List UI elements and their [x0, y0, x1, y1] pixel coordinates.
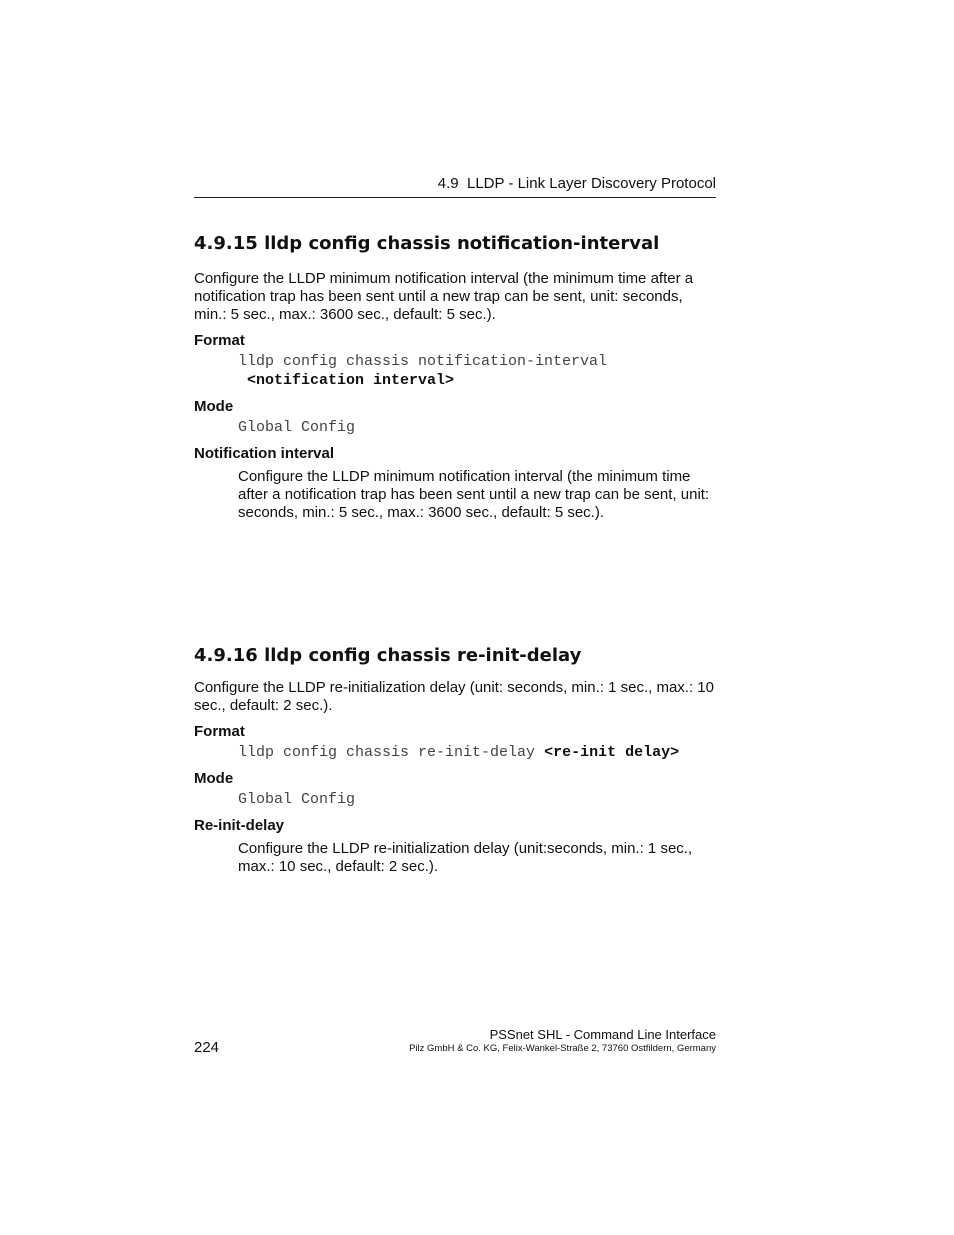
- mode-value: Global Config: [238, 419, 356, 436]
- mode-label: Mode: [194, 398, 234, 415]
- header-section-number: 4.9: [437, 175, 459, 192]
- mode-label: Mode: [194, 770, 234, 787]
- section-number: 4.9.15: [194, 233, 258, 254]
- section-notification-interval: [194, 233, 716, 522]
- header-title: LLDP - Link Layer Discovery Protocol: [467, 175, 716, 192]
- format-param-line: [194, 372, 716, 390]
- section-heading: [194, 645, 716, 666]
- parameter-label: Re-init-delay: [194, 817, 285, 834]
- parameter-description: Configure the LLDP minimum notification interval (the minimum time after a notification trap has been sent until a new trap can be sent, unit: seconds, min.: 5 sec., max.: 3600 sec., default: 5 sec.).: [238, 468, 710, 521]
- section-title: lldp config chassis notification-interval: [264, 233, 660, 254]
- format-line: [194, 744, 716, 762]
- footer-company: Pilz GmbH & Co. KG, Felix-Wankel-Straße 2, 73760 Ostfildern, Germany: [409, 1043, 716, 1054]
- format-label: Format: [194, 723, 245, 740]
- page-number: 224: [194, 1039, 220, 1056]
- parameter-description: Configure the LLDP re-initialization delay (unit:seconds, min.: 1 sec., max.: 10 sec., default: 2 sec.).: [238, 840, 693, 875]
- section-heading: [194, 233, 716, 254]
- format-command: lldp config chassis notification-interval: [238, 353, 608, 370]
- format-parameter: <notification interval>: [247, 372, 455, 389]
- parameter-label: Notification interval: [194, 445, 335, 462]
- section-number: 4.9.16: [194, 645, 258, 666]
- format-label: Format: [194, 332, 245, 349]
- section-title: lldp config chassis re-init-delay: [264, 645, 582, 666]
- format-command: lldp config chassis re-init-delay: [238, 744, 536, 761]
- section-description: Configure the LLDP re-initialization delay (unit: seconds, min.: 1 sec., max.: 10 sec., default: 2 sec.).: [194, 679, 714, 714]
- mode-value: Global Config: [238, 791, 356, 808]
- section-description: Configure the LLDP minimum notification interval (the minimum time after a notification trap has been sent until a new trap can be sent, unit: seconds, min.: 5 sec., max.: 3600 sec., default: 5 sec.).: [194, 270, 694, 323]
- format-parameter: <re-init delay>: [544, 744, 680, 761]
- section-re-init-delay: [194, 645, 716, 876]
- running-header: [194, 175, 716, 198]
- footer-doc-title: PSSnet SHL - Command Line Interface: [489, 1027, 716, 1042]
